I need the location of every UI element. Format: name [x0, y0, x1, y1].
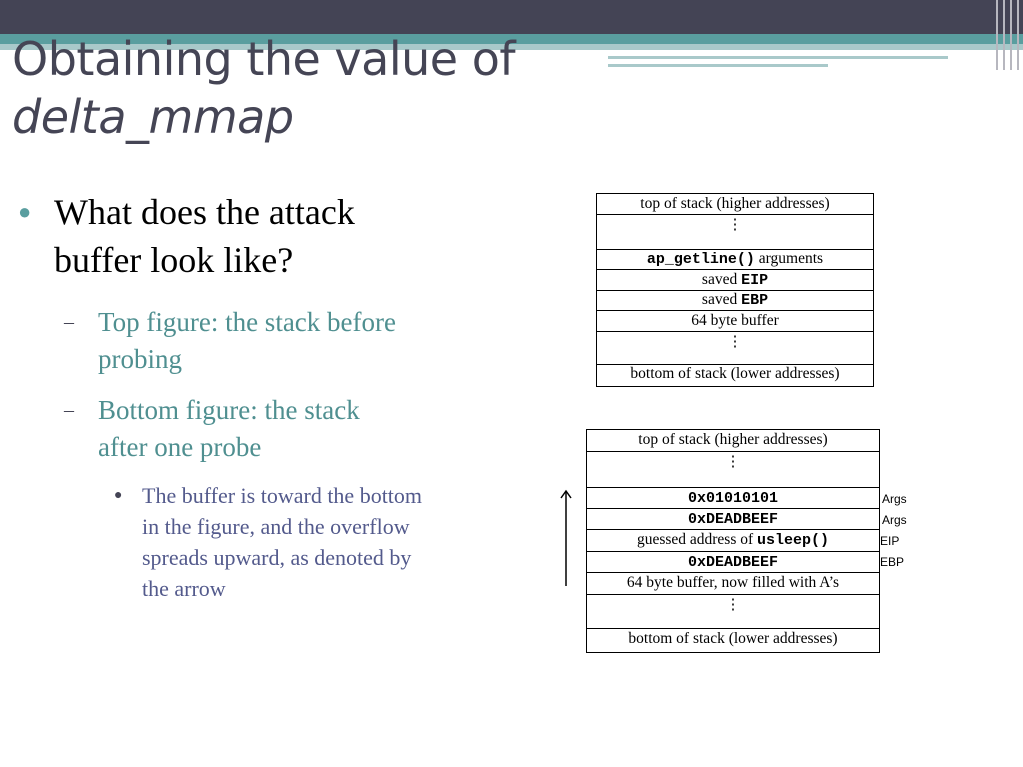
bullet-main-text: What does the attack buffer look like? [54, 192, 355, 280]
stack-row: bottom of stack (lower addresses) [628, 630, 838, 647]
bullet-dash-icon: – [64, 311, 74, 333]
stack-row: guessed address of usleep() [587, 530, 879, 552]
bullet-dot-icon: ● [18, 199, 32, 224]
header-deco-stripe [1003, 0, 1005, 70]
slide-title-line2: delta_mmap [12, 90, 294, 144]
bullet-sub-1 [64, 304, 398, 378]
stack-row: 64 byte buffer [597, 311, 873, 332]
side-label-args: Args [882, 492, 907, 506]
header-band [0, 0, 1023, 34]
stack-row-ellipsis: ⋮ [597, 332, 873, 365]
stack-row: 0xDEADBEEF [587, 552, 879, 573]
header-deco-line [608, 56, 948, 59]
stack-row: 64 byte buffer, now filled with A’s [587, 573, 879, 595]
stack-row: saved EBP [597, 291, 873, 311]
bullet-main [18, 188, 434, 284]
side-label-args: Args [882, 513, 907, 527]
bullet-subsub [114, 480, 432, 604]
header-deco-stripe [1010, 0, 1012, 70]
stack-row: bottom of stack (lower addresses) [630, 365, 840, 382]
stack-row: 0xDEADBEEF [587, 509, 879, 530]
slide-title-line1: Obtaining the value of [12, 32, 516, 86]
stack-row: top of stack (higher addresses) [587, 430, 879, 452]
bullet-dash-icon: – [64, 399, 74, 421]
stack-row: top of stack (higher addresses) [597, 194, 873, 215]
stack-figure-after [586, 429, 880, 653]
stack-row: saved EIP [597, 270, 873, 291]
bullet-subsub-text: The buffer is toward the bottom in the figure, and the overflow spreads upward, as denoted by the arrow [142, 483, 423, 601]
stack-row: ap_getline() arguments [597, 250, 873, 270]
stack-row-ellipsis: ⋮ [587, 595, 879, 629]
bullet-sub-2-text: Bottom figure: the stack after one probe [98, 395, 360, 462]
bullet-dot-icon: ● [114, 488, 123, 503]
stack-row: 0x01010101 [587, 488, 879, 509]
stack-row-ellipsis: ⋮ [597, 215, 873, 250]
bullet-sub-2 [64, 392, 398, 466]
header-deco-stripe [1017, 0, 1019, 70]
side-label-eip: EIP [880, 534, 900, 548]
side-label-ebp: EBP [880, 555, 905, 569]
stack-figure-before [596, 193, 874, 387]
stack-row-ellipsis: ⋮ [587, 452, 879, 488]
slide-title [12, 30, 515, 146]
up-arrow-icon [556, 488, 576, 588]
header-deco-stripe [996, 0, 998, 70]
header-deco-line [608, 64, 828, 67]
bullet-sub-1-text: Top figure: the stack before probing [98, 307, 396, 374]
